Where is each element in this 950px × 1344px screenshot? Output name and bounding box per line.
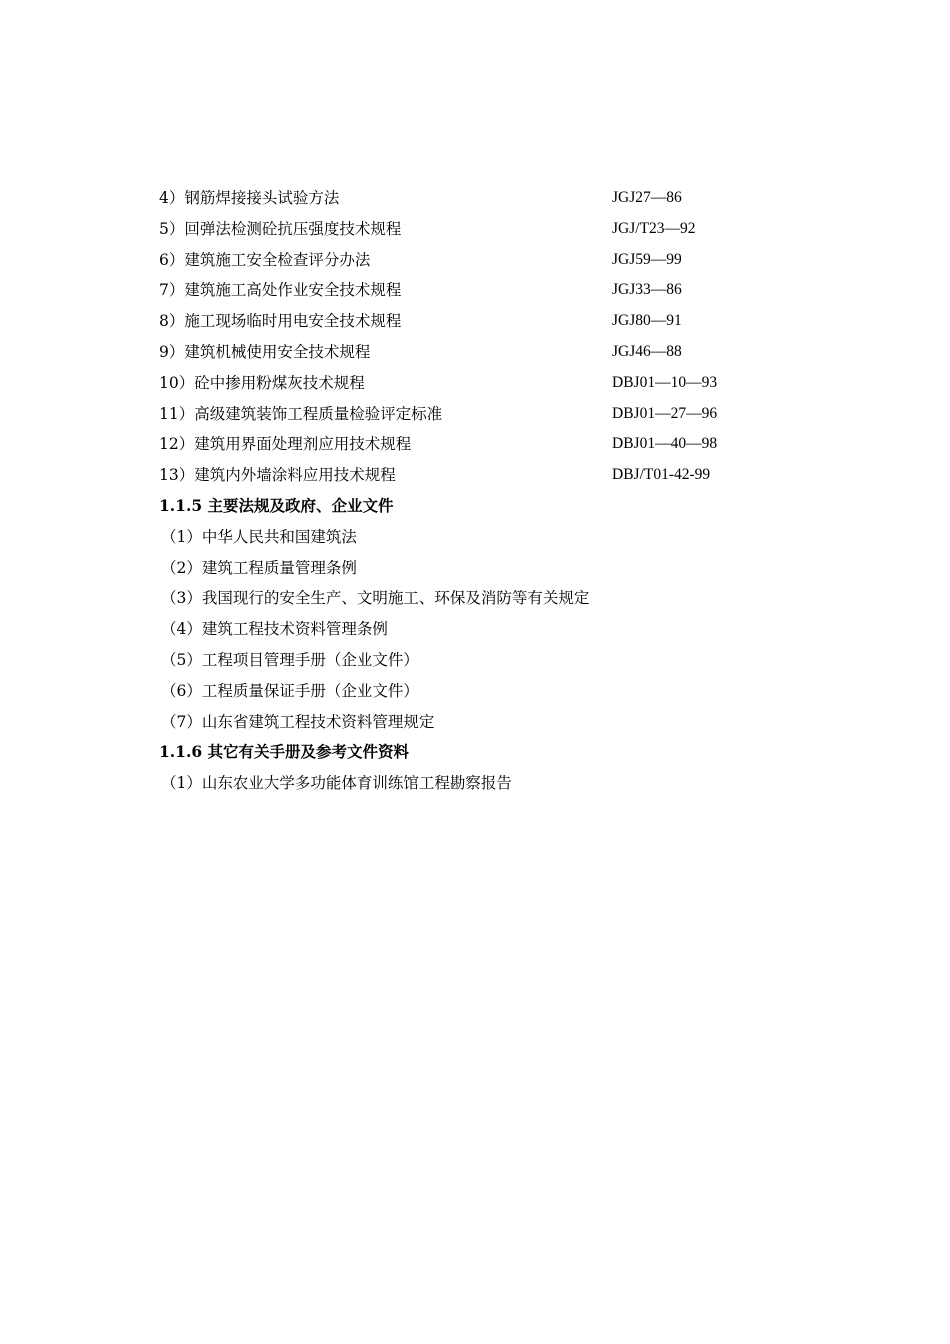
standard-code: JGJ59—99 bbox=[612, 250, 682, 268]
standard-code: JGJ46—88 bbox=[612, 342, 682, 360]
standard-code: JGJ33—86 bbox=[612, 281, 682, 299]
standard-code: JGJ/T23—92 bbox=[612, 219, 696, 237]
regulation-item: （6）工程质量保证手册（企业文件） bbox=[161, 681, 419, 700]
standard-code: JGJ80—91 bbox=[612, 312, 682, 330]
regulation-item: （3）我国现行的安全生产、文明施工、环保及消防等有关规定 bbox=[161, 589, 590, 608]
standard-row bbox=[159, 337, 799, 368]
section-heading-regulations: 1.1.5 主要法规及政府、企业文件 bbox=[159, 495, 394, 515]
standard-row bbox=[159, 183, 799, 214]
standard-row bbox=[159, 399, 799, 430]
regulation-item: （1）中华人民共和国建筑法 bbox=[161, 527, 357, 546]
standard-code: DBJ01—40—98 bbox=[612, 435, 718, 453]
standard-row bbox=[159, 368, 799, 399]
standard-row bbox=[159, 429, 799, 460]
standard-row bbox=[159, 460, 799, 491]
standard-name: 11）高级建筑装饰工程质量检验评定标准 bbox=[159, 404, 443, 423]
standard-row bbox=[159, 306, 799, 337]
standard-code: DBJ/T01-42-99 bbox=[612, 466, 711, 484]
standard-name: 8）施工现场临时用电安全技术规程 bbox=[159, 312, 402, 331]
standard-code: DBJ01—27—96 bbox=[612, 404, 718, 422]
standard-name: 5）回弹法检测砼抗压强度技术规程 bbox=[159, 219, 402, 238]
standard-name: 10）砼中掺用粉煤灰技术规程 bbox=[159, 373, 365, 392]
standard-name: 9）建筑机械使用安全技术规程 bbox=[159, 342, 371, 361]
regulation-item: （2）建筑工程质量管理条例 bbox=[161, 558, 357, 577]
regulation-item: （7）山东省建筑工程技术资料管理规定 bbox=[161, 712, 435, 731]
regulation-item: （4）建筑工程技术资料管理条例 bbox=[161, 620, 388, 639]
standard-row bbox=[159, 245, 799, 276]
standard-name: 12）建筑用界面处理剂应用技术规程 bbox=[159, 435, 412, 454]
standard-name: 4）钢筋焊接接头试验方法 bbox=[159, 189, 340, 207]
reference-item: （1）山东农业大学多功能体育训练馆工程勘察报告 bbox=[161, 774, 512, 793]
standard-name: 13）建筑内外墙涂料应用技术规程 bbox=[159, 466, 396, 485]
standard-code: DBJ01—10—93 bbox=[612, 373, 718, 391]
section-heading-references: 1.1.6 其它有关手册及参考文件资料 bbox=[159, 742, 410, 762]
standard-row bbox=[159, 275, 799, 306]
standard-name: 6）建筑施工安全检查评分办法 bbox=[159, 250, 371, 269]
standard-name: 7）建筑施工高处作业安全技术规程 bbox=[159, 281, 402, 300]
regulation-item: （5）工程项目管理手册（企业文件） bbox=[161, 650, 419, 669]
standard-code: JGJ27—86 bbox=[612, 189, 682, 206]
standard-row bbox=[159, 214, 799, 245]
document-body bbox=[159, 183, 799, 799]
